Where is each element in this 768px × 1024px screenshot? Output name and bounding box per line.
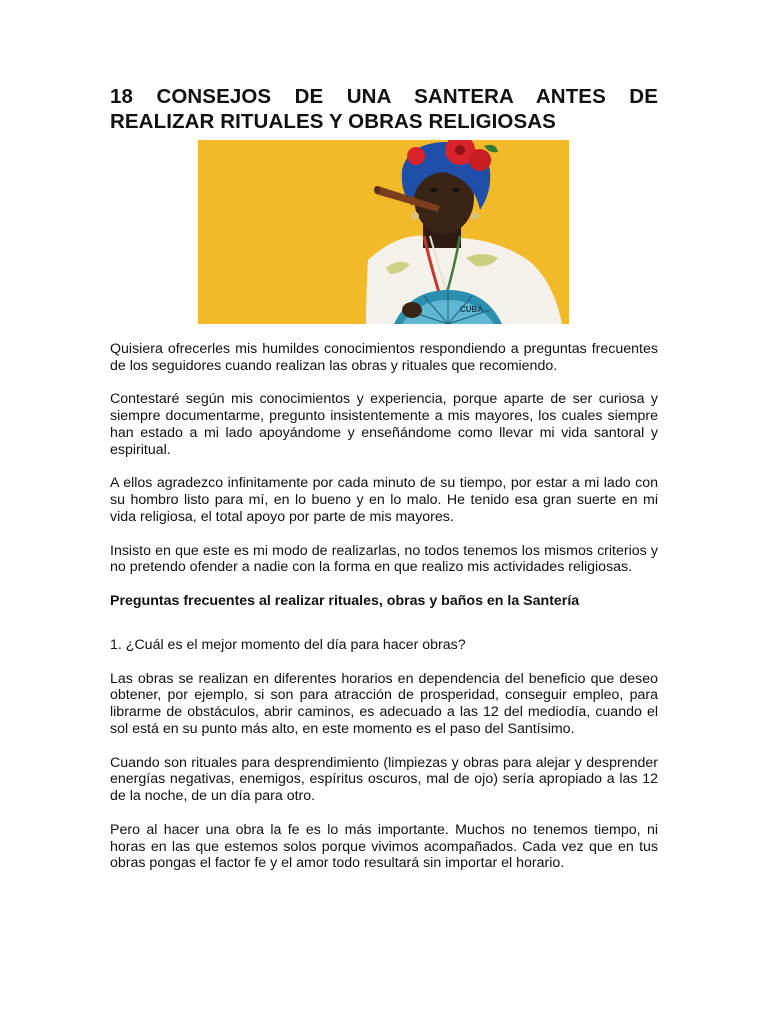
intro-paragraph-2: Contestaré según mis conocimientos y experiencia, porque aparte de ser curiosa y siempre documentarme, pregunto insistentemente a mis mayores, los cuales siempre han estado a mi lado apoyándome y enseñándome como llevar mi vida santoral y espiritual. [110, 391, 658, 458]
santera-photo [198, 140, 569, 324]
section-heading: Preguntas frecuentes al realizar rituales, obras y baños en la Santería [110, 592, 580, 609]
document-title: 18 CONSEJOS DE UNA SANTERA ANTES DE REALIZAR RITUALES Y OBRAS RELIGIOSAS [110, 85, 658, 133]
question-1: 1. ¿Cuál es el mejor momento del día para hacer obras? [110, 636, 466, 653]
answer-paragraph-1: Las obras se realizan en diferentes horarios en dependencia del beneficio que deseo obtener, por ejemplo, si son para atracción de prosperidad, conseguir empleo, para librarme de obstáculos, abrir caminos, es adecuado a las 12 del mediodía, cuando el sol está en su punto más alto, en este momento es el paso del Santísimo. [110, 670, 658, 737]
intro-paragraph-1: Quisiera ofrecerles mis humildes conocimientos respondiendo a preguntas frecuentes de los seguidores cuando realizan las obras y rituales que recomiendo. [110, 341, 658, 374]
fan-text: CUBA [460, 305, 484, 314]
intro-paragraph-4: Insisto en que este es mi modo de realizarlas, no todos tenemos los mismos criterios y no pretendo ofender a nadie con la forma en que realizo mis actividades religiosas. [110, 542, 658, 576]
intro-paragraph-3: A ellos agradezco infinitamente por cada minuto de su tiempo, por estar a mi lado con su hombro listo para mí, en lo bueno y en lo malo. He tenido esa gran suerte en mi vida religiosa, el total apoyo por parte de mis mayores. [110, 475, 658, 525]
santera-illustration [198, 140, 569, 324]
answer-paragraph-3: Pero al hacer una obra la fe es lo más importante. Muchos no tenemos tiempo, ni horas en las que estemos solos porque vivimos acompañados. Cada vez que en tus obras pongas el factor fe y el amor todo resultará sin importar el horario. [110, 821, 658, 872]
document-page [110, 84, 658, 872]
answer-paragraph-2: Cuando son rituales para desprendimiento (limpiezas y obras para alejar y desprender energías negativas, enemigos, espíritus oscuros, mal de ojo) sería apropiado a las 12 de la noche, de un día para otro. [110, 754, 658, 805]
